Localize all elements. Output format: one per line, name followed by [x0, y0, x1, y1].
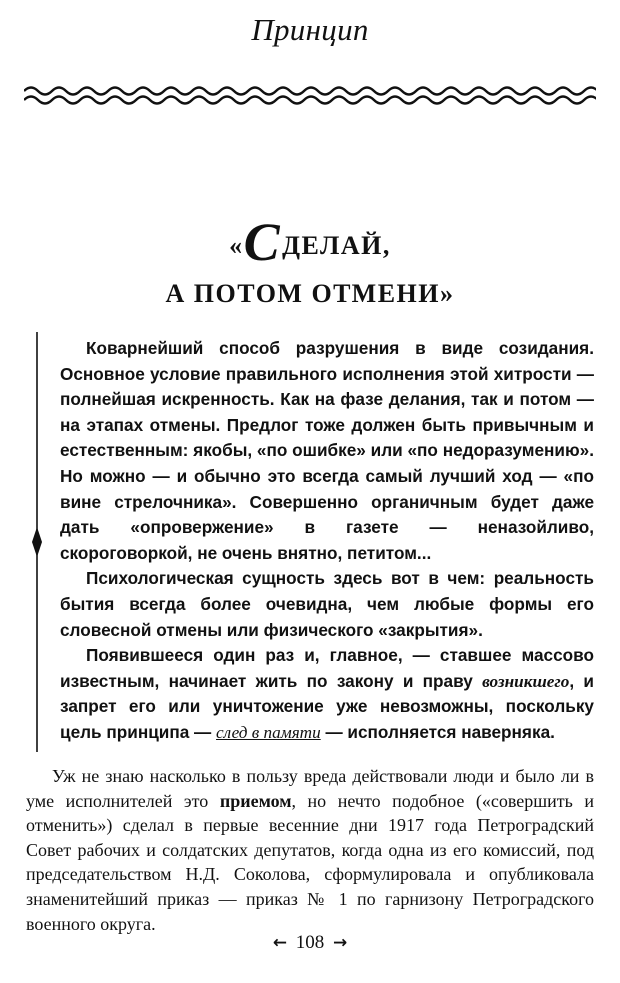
arrow-right-icon: → — [333, 933, 348, 953]
quote-mark-open: « — [229, 231, 244, 260]
body-text — [26, 764, 594, 936]
body-paragraph-1: Уж не знаю насколько в пользу вреда действовали люди и было ли в уме исполнителей это приемом, но нечто подобное («совершить и отменить») сделал в первые весенние дни 1917 года Петроградский Совет рабочих и солдатских депутатов, когда одна из его комиссий, под председательством Н.Д. Соколова, сформулировала и опубликовала знаменитейший приказ — приказ № 1 по гарнизону Петроградского военного округа. — [26, 766, 594, 934]
epigraph-block — [60, 336, 594, 746]
underlined-phrase: след в памяти — [216, 722, 321, 742]
chapter-title-line-1 — [0, 212, 620, 272]
chapter-title-rest: ДЕЛАЙ, — [282, 231, 391, 260]
italic-emphasis: возникшего — [482, 671, 570, 691]
bold-emphasis: приемом — [219, 790, 292, 811]
epigraph-paragraph-1: Коварнейший способ разрушения в виде созидания. Основное условие правильного исполнения этой хитрости — полнейшая искренность. Как на фазе делания, так и потом — на этапах отмены. Предлог тоже должен быть привычным и естественным: якобы, «по ошибке» или «по недоразумению». Но можно — и обычно это всегда самый лучший ход — «по вине стрелочника». Совершенно органичным будет даже дать «опровержение» в газете — неназойливо, скороговоркой, не очень внятно, петитом... — [60, 338, 594, 563]
running-head-title: Принцип — [251, 12, 369, 47]
epigraph-paragraph-2: Психологическая сущность здесь вот в чем: реальность бытия всегда более очевидна, чем любые формы его словесной отмены или физического «закрытия». — [60, 568, 594, 640]
wavy-divider-ornament — [24, 82, 596, 108]
page-number: 108 — [295, 932, 325, 953]
chapter-title-line-2: А ПОТОМ ОТМЕНИ» — [165, 279, 455, 308]
epigraph-paragraph-3: Появившееся один раз и, главное, — ставшее массово известным, начинает жить по закону и праву возникшего, и запрет его или уничтожение уже невозможны, поскольку цель принципа — след в памяти — исполняется наверняка. — [60, 645, 594, 742]
ornamental-dropcap: С — [243, 212, 282, 272]
page-footer — [0, 932, 620, 954]
chapter-title — [0, 212, 620, 318]
arrow-left-icon: ← — [272, 933, 287, 953]
epigraph-side-rule — [30, 332, 44, 752]
